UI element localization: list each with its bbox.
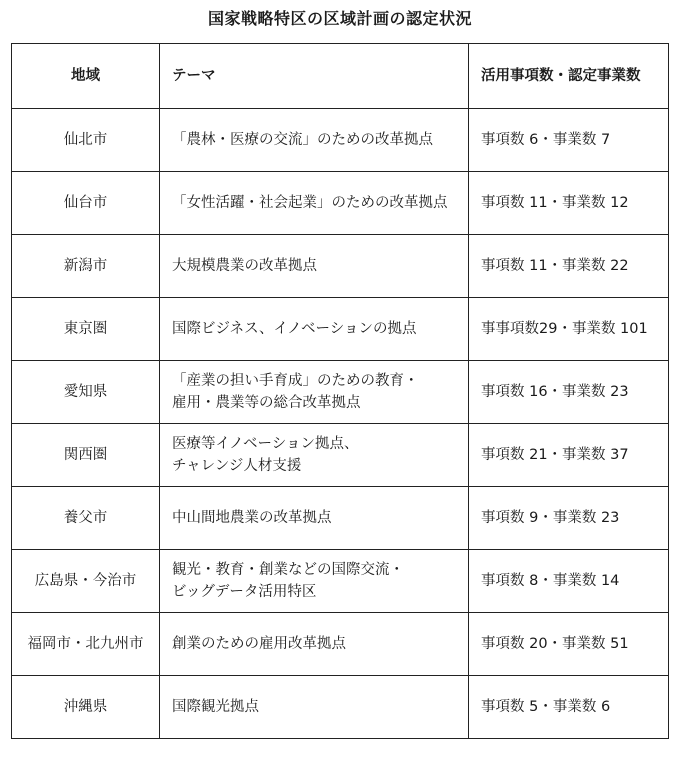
theme-line: 大規模農業の改革拠点 xyxy=(172,258,317,274)
count-cell: 事項数 11・事業数 22 xyxy=(469,235,669,298)
count-cell: 事項数 21・事業数 37 xyxy=(469,424,669,487)
header-region: 地域 xyxy=(12,44,160,109)
count-cell: 事項数 11・事業数 12 xyxy=(469,172,669,235)
region-cell: 福岡市・北九州市 xyxy=(12,613,160,676)
count-cell: 事項数 6・事業数 7 xyxy=(469,109,669,172)
table-row xyxy=(12,550,669,613)
theme-cell xyxy=(160,109,469,172)
theme-cell xyxy=(160,298,469,361)
region-cell: 広島県・今治市 xyxy=(12,550,160,613)
region-cell: 愛知県 xyxy=(12,361,160,424)
region-cell: 東京圏 xyxy=(12,298,160,361)
region-cell: 仙台市 xyxy=(12,172,160,235)
theme-cell xyxy=(160,550,469,613)
table-row xyxy=(12,487,669,550)
theme-cell xyxy=(160,613,469,676)
theme-cell xyxy=(160,487,469,550)
table-row xyxy=(12,235,669,298)
theme-line: 「女性活躍・社会起業」のための改革拠点 xyxy=(172,195,448,211)
count-cell: 事項数 5・事業数 6 xyxy=(469,676,669,739)
theme-line: 「農林・医療の交流」のための改革拠点 xyxy=(172,132,433,148)
theme-line: 創業のための雇用改革拠点 xyxy=(172,636,346,652)
theme-line: 雇用・農業等の総合改革拠点 xyxy=(172,395,361,411)
theme-line: 医療等イノベーション拠点、 xyxy=(172,436,359,452)
count-cell: 事項数 16・事業数 23 xyxy=(469,361,669,424)
count-cell: 事項数 8・事業数 14 xyxy=(469,550,669,613)
theme-cell xyxy=(160,235,469,298)
theme-line: 国際観光拠点 xyxy=(172,699,259,715)
header-row xyxy=(12,44,669,109)
theme-line: チャレンジ人材支援 xyxy=(172,458,302,474)
table-row xyxy=(12,613,669,676)
strategic-zones-table xyxy=(11,43,669,739)
table-body xyxy=(12,109,669,739)
header-theme: テーマ xyxy=(160,44,469,109)
theme-cell xyxy=(160,424,469,487)
table-row xyxy=(12,109,669,172)
theme-cell xyxy=(160,361,469,424)
table-row xyxy=(12,298,669,361)
count-cell: 事事項数29・事業数 101 xyxy=(469,298,669,361)
theme-cell xyxy=(160,172,469,235)
region-cell: 新潟市 xyxy=(12,235,160,298)
table-row xyxy=(12,424,669,487)
header-count: 活用事項数・認定事業数 xyxy=(469,44,669,109)
theme-line: 国際ビジネス、イノベーションの拠点 xyxy=(172,321,417,337)
theme-cell xyxy=(160,676,469,739)
theme-line: 観光・教育・創業などの国際交流・ xyxy=(172,562,404,578)
theme-line: ビッグデータ活用特区 xyxy=(172,584,317,600)
page-title: 国家戦略特区の区域計画の認定状況 xyxy=(207,9,472,28)
theme-line: 「産業の担い手育成」のための教育・ xyxy=(172,373,419,389)
table-row xyxy=(12,172,669,235)
region-cell: 仙北市 xyxy=(12,109,160,172)
count-cell: 事項数 9・事業数 23 xyxy=(469,487,669,550)
count-cell: 事項数 20・事業数 51 xyxy=(469,613,669,676)
theme-line: 中山間地農業の改革拠点 xyxy=(172,510,332,526)
table-row xyxy=(12,361,669,424)
table-row xyxy=(12,676,669,739)
region-cell: 関西圏 xyxy=(12,424,160,487)
region-cell: 養父市 xyxy=(12,487,160,550)
region-cell: 沖縄県 xyxy=(12,676,160,739)
